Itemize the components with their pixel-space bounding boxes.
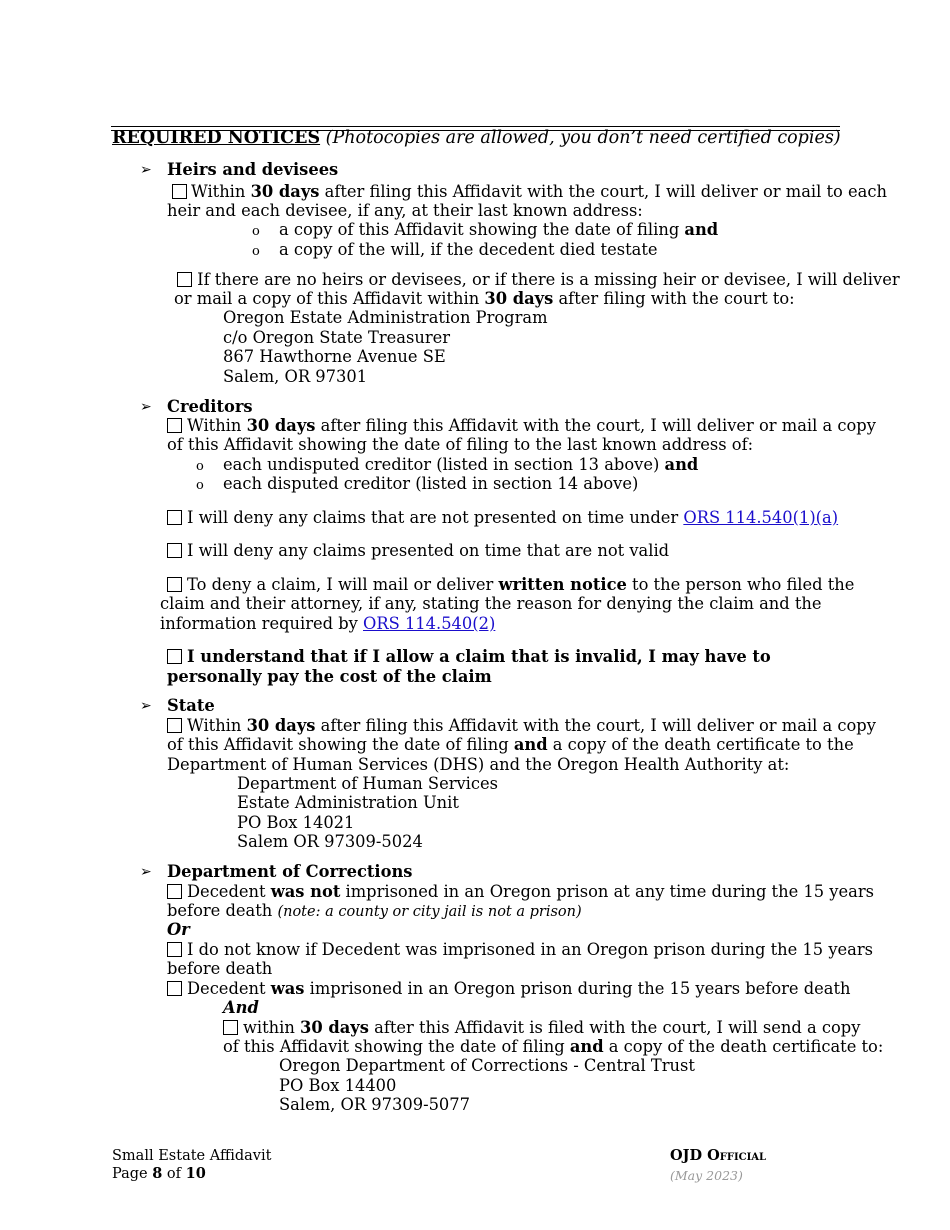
- creditors-bullet-2: each disputed creditor (listed in section 14 above): [223, 474, 639, 493]
- footer-official-label: OJD Official: [670, 1147, 767, 1164]
- doc-imprisoned-checkbox[interactable]: [167, 981, 182, 996]
- doc-not-imprisoned-checkbox[interactable]: [167, 884, 182, 899]
- doc-imprisoned-line: Decedent was imprisoned in an Oregon prison during the 15 years before death: [167, 979, 851, 999]
- creditors-notice-checkbox[interactable]: [167, 418, 182, 433]
- heirs-missing-checkbox[interactable]: [177, 272, 192, 287]
- doc-address-line: Oregon Department of Corrections - Central Trust: [279, 1056, 695, 1075]
- state-heading: State: [167, 696, 215, 715]
- jail-note: (note: a county or city jail is not a prison): [277, 904, 582, 920]
- bullet-arrow-icon: ➢: [140, 162, 152, 178]
- doc-unknown-line1: I do not know if Decedent was imprisoned in an Oregon prison during the 15 years: [167, 940, 873, 960]
- heirs-missing-line2: or mail a copy of this Affidavit within 30 days after filing with the court to:: [174, 289, 795, 308]
- creditors-notice-line1: Within 30 days after filing this Affidavit with the court, I will deliver or mail a copy: [167, 416, 876, 436]
- creditors-understand-line1: I understand that if I allow a claim that is invalid, I may have to: [167, 647, 771, 667]
- heirs-address-line: Oregon Estate Administration Program: [223, 308, 548, 327]
- heirs-bullet-2: a copy of the will, if the decedent died testate: [279, 240, 658, 259]
- doc-not-imprisoned-line2: before death (note: a county or city jail is not a prison): [167, 901, 582, 920]
- heirs-notice-line2: heir and each devisee, if any, at their last known address:: [167, 201, 643, 220]
- creditors-deny-invalid-checkbox[interactable]: [167, 543, 182, 558]
- doc-address-line: Salem, OR 97309-5077: [279, 1095, 471, 1114]
- state-address-line: Estate Administration Unit: [237, 793, 459, 812]
- heirs-bullet-1: a copy of this Affidavit showing the date of filing and: [279, 220, 719, 239]
- state-notice-line3: Department of Human Services (DHS) and the Oregon Health Authority at:: [167, 755, 790, 774]
- bullet-arrow-icon: ➢: [140, 864, 152, 880]
- ors-114-540-1a-link[interactable]: ORS 114.540(1)(a): [683, 508, 839, 527]
- creditors-notice-line2: of this Affidavit showing the date of filing to the last known address of:: [167, 435, 754, 454]
- doc-send-copy-line2: of this Affidavit showing the date of filing and a copy of the death certificate to:: [223, 1037, 884, 1056]
- doc-unknown-line2: before death: [167, 959, 273, 978]
- heirs-heading: Heirs and devisees: [167, 160, 339, 179]
- creditors-deny-invalid-line: I will deny any claims presented on time that are not valid: [167, 541, 669, 561]
- creditors-heading: Creditors: [167, 397, 253, 416]
- footer-form-name: Small Estate Affidavit: [112, 1148, 272, 1164]
- section-header: [112, 129, 841, 149]
- heirs-address-line: 867 Hawthorne Avenue SE: [223, 347, 446, 366]
- circle-bullet-icon: o: [252, 224, 260, 239]
- bullet-arrow-icon: ➢: [140, 399, 152, 415]
- doc-heading: Department of Corrections: [167, 862, 413, 881]
- creditors-understand-checkbox[interactable]: [167, 649, 182, 664]
- ors-114-540-2-link[interactable]: ORS 114.540(2): [363, 614, 496, 633]
- state-address-line: Salem OR 97309-5024: [237, 832, 423, 851]
- state-notice-line2: of this Affidavit showing the date of filing and a copy of the death certificate to the: [167, 735, 854, 754]
- creditors-bullet-1: each undisputed creditor (listed in section 13 above) and: [223, 455, 699, 474]
- creditors-written-notice-line3: information required by ORS 114.540(2): [160, 614, 496, 633]
- state-address-line: Department of Human Services: [237, 774, 499, 793]
- state-notice-checkbox[interactable]: [167, 718, 182, 733]
- creditors-deny-late-line: I will deny any claims that are not presented on time under ORS 114.540(1)(a): [167, 508, 838, 528]
- state-notice-line1: Within 30 days after filing this Affidavit with the court, I will deliver or mail a copy: [167, 716, 876, 736]
- and-label: And: [223, 998, 259, 1017]
- creditors-written-notice-line2: claim and their attorney, if any, stating the reason for denying the claim and the: [160, 594, 822, 613]
- creditors-written-notice-line1: To deny a claim, I will mail or deliver written notice to the person who filed the: [167, 575, 854, 595]
- footer-page-number: Page 8 of 10: [112, 1165, 206, 1182]
- footer-date: (May 2023): [670, 1168, 743, 1183]
- doc-unknown-checkbox[interactable]: [167, 942, 182, 957]
- doc-not-imprisoned-line1: Decedent was not imprisoned in an Oregon prison at any time during the 15 years: [167, 882, 874, 902]
- heirs-address-line: Salem, OR 97301: [223, 367, 368, 386]
- section-title: REQUIRED NOTICES: [112, 128, 321, 148]
- section-subtitle: (Photocopies are allowed, you don’t need certified copies): [325, 128, 841, 148]
- heirs-address-line: c/o Oregon State Treasurer: [223, 328, 451, 347]
- circle-bullet-icon: o: [252, 244, 260, 259]
- creditors-written-notice-checkbox[interactable]: [167, 577, 182, 592]
- heirs-notice-line1: Within 30 days after filing this Affidavit with the court, I will deliver or mail to each: [172, 182, 887, 202]
- circle-bullet-icon: o: [196, 459, 204, 474]
- doc-address-line: PO Box 14400: [279, 1076, 397, 1095]
- doc-send-copy-line1: within 30 days after this Affidavit is filed with the court, I will send a copy: [223, 1018, 860, 1038]
- or-label: Or: [167, 920, 190, 939]
- doc-send-copy-checkbox[interactable]: [223, 1020, 238, 1035]
- header-rule-thick: [111, 126, 840, 127]
- bullet-arrow-icon: ➢: [140, 698, 152, 714]
- state-address-line: PO Box 14021: [237, 813, 355, 832]
- creditors-deny-late-checkbox[interactable]: [167, 510, 182, 525]
- heirs-notice-checkbox[interactable]: [172, 184, 187, 199]
- creditors-understand-line2: personally pay the cost of the claim: [167, 667, 492, 686]
- circle-bullet-icon: o: [196, 478, 204, 493]
- heirs-missing-line1: If there are no heirs or devisees, or if there is a missing heir or devisee, I will deliver: [177, 270, 900, 290]
